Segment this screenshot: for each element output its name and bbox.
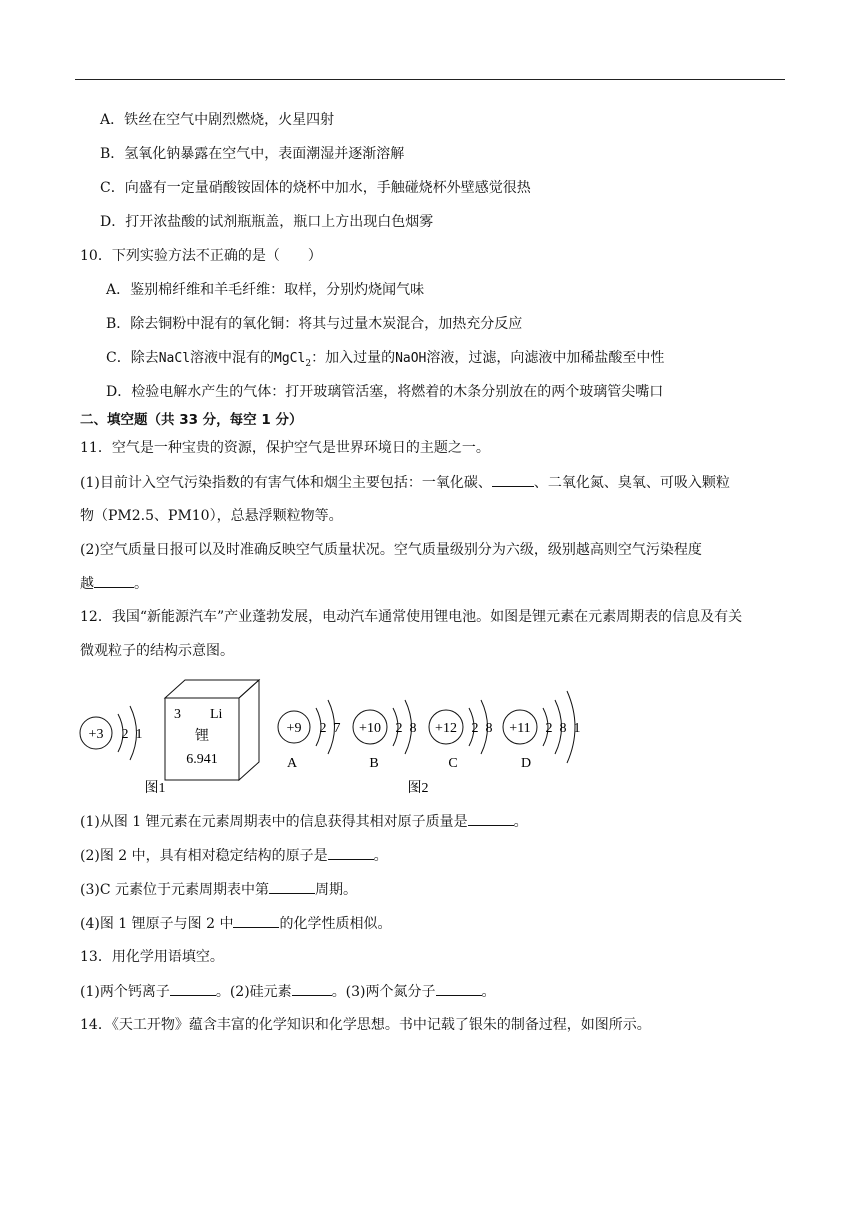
answer-blank[interactable] (468, 811, 514, 826)
q11-part1: (1)目前计入空气污染指数的有害气体和烟尘主要包括：一氧化碳、 、二氧化氮、臭氧、可吸入颗粒 (80, 472, 730, 493)
li-nucleus: +3 (88, 727, 104, 742)
q12-stem: 12．我国“新能源汽车”产业蓬勃发展，电动汽车通常使用锂电池。如图是锂元素在元素周期表的信息及有关 (80, 609, 743, 625)
q9-option-c: C．向盛有一定量硝酸铵固体的烧杯中加水，手触碰烧杯外壁感觉很热 (100, 180, 531, 196)
svg-text:+10: +10 (359, 721, 381, 736)
q10-option-d: D．检验电解水产生的气体：打开玻璃管活塞，将燃着的木条分别放在的两个玻璃管尖嘴口 (106, 384, 664, 400)
svg-text:2: 2 (319, 721, 327, 736)
q14-stem: 14．《天工开物》蕴含丰富的化学知识和化学思想。书中记载了银朱的制备过程，如图所示。 (80, 1017, 651, 1033)
svg-text:2: 2 (471, 721, 479, 736)
q10-option-a: A．鉴别棉纤维和羊毛纤维：取样，分别灼烧闻气味 (106, 282, 425, 298)
header-rule (75, 79, 785, 80)
atom-a-diagram (278, 700, 341, 771)
li-shell-1: 2 (121, 727, 129, 742)
answer-blank[interactable] (492, 472, 534, 487)
answer-blank[interactable] (436, 981, 482, 996)
svg-text:+12: +12 (435, 721, 457, 736)
svg-text:8: 8 (559, 721, 567, 736)
fig2-caption: 图2 (407, 781, 429, 796)
q11-stem: 11．空气是一种宝贵的资源，保护空气是世界环境日的主题之一。 (80, 440, 490, 456)
answer-blank[interactable] (170, 981, 216, 996)
svg-text:B: B (369, 756, 379, 771)
q12-part2: (2)图 2 中，具有相对稳定结构的原子是 。 (80, 845, 388, 866)
q12-stem-cont: 微观粒子的结构示意图。 (80, 643, 234, 659)
q11-part2-cont: 越 。 (80, 573, 148, 594)
q10-stem: 10．下列实验方法不正确的是（ ） (80, 248, 322, 264)
cell-symbol: Li (210, 707, 223, 722)
answer-blank[interactable] (292, 981, 332, 996)
q9-option-b: B．氢氧化钠暴露在空气中，表面潮湿并逐渐溶解 (100, 146, 405, 162)
q9-option-d: D．打开浓盐酸的试剂瓶瓶盖，瓶口上方出现白色烟雾 (100, 214, 434, 230)
q13-stem: 13．用化学用语填空。 (80, 949, 224, 965)
section-heading: 二、填空题（共 33 分，每空 1 分） (80, 412, 303, 428)
q10-option-b: B．除去铜粉中混有的氧化铜：将其与过量木炭混合，加热充分反应 (106, 316, 523, 332)
svg-text:+9: +9 (286, 721, 302, 736)
svg-text:A: A (286, 756, 298, 771)
li-shell-2: 1 (135, 727, 143, 742)
cell-mass: 6.941 (186, 752, 218, 767)
svg-text:8: 8 (409, 721, 417, 736)
q12-part3: (3)C 元素位于元素周期表中第 周期。 (80, 879, 357, 900)
answer-blank[interactable] (233, 913, 279, 928)
svg-text:2: 2 (545, 721, 553, 736)
atom-structure-figure (0, 676, 860, 800)
cell-atomic-number: 3 (174, 707, 181, 722)
answer-blank[interactable] (269, 879, 315, 894)
q12-part1: (1)从图 1 锂元素在元素周期表中的信息获得其相对原子质量是 。 (80, 811, 528, 832)
svg-text:2: 2 (395, 721, 403, 736)
q11-part2: (2)空气质量日报可以及时准确反映空气质量状况。空气质量级别分为六级，级别越高则空气污染程度 (80, 542, 702, 558)
svg-text:8: 8 (485, 721, 493, 736)
answer-blank[interactable] (328, 845, 374, 860)
svg-text:D: D (520, 756, 532, 771)
cell-name: 锂 (195, 729, 209, 744)
q12-part4: (4)图 1 锂原子与图 2 中 的化学性质相似。 (80, 913, 391, 934)
q13-parts: (1)两个钙离子 。(2)硅元素 。(3)两个氮分子 。 (80, 981, 496, 1002)
q10-option-c: C．除去NaCl溶液中混有的MgCl$_2$：加入过量的NaOH溶液，过滤，向滤液中加稀盐酸至中性 (106, 350, 665, 369)
atom-b-diagram (353, 700, 417, 771)
svg-text:1: 1 (573, 721, 581, 736)
element-cell (165, 680, 259, 780)
q11-part1-cont: 物（PM2.5、PM10），总悬浮颗粒物等。 (80, 508, 343, 524)
fig1-caption: 图1 (144, 781, 166, 796)
answer-blank[interactable] (94, 573, 134, 588)
q9-option-a: A．铁丝在空气中剧烈燃烧，火星四射 (100, 112, 335, 128)
li-atom-diagram (80, 706, 143, 760)
atom-d-diagram (503, 691, 581, 771)
svg-text:+11: +11 (509, 721, 531, 736)
atom-c-diagram (429, 700, 493, 771)
svg-text:7: 7 (333, 721, 341, 736)
svg-text:C: C (448, 756, 458, 771)
